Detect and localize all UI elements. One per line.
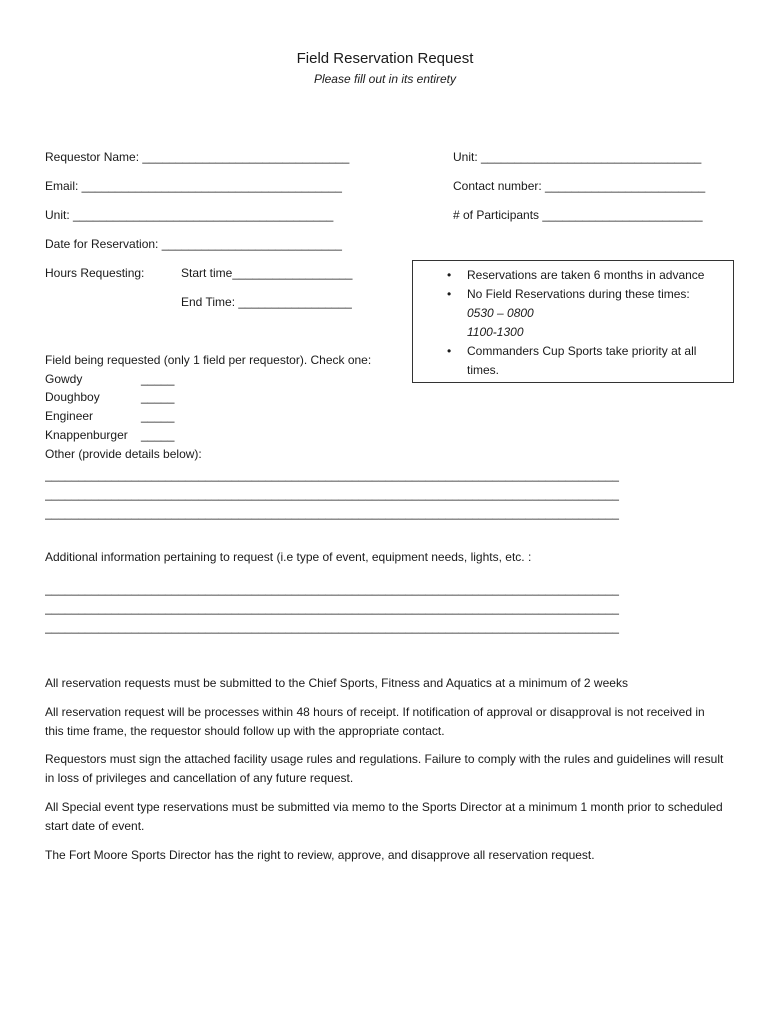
rule-paragraph-2: All reservation request will be processes within 48 hours of receipt. If notification of approval or disapproval is not received in this time frame, the requestor should follow up with the appropriate contact. (45, 705, 705, 738)
other-details-line[interactable]: ______________________________________________________________________________________ (45, 468, 619, 482)
page-title: Field Reservation Request (296, 50, 474, 67)
contact-number-field[interactable]: Contact number: ________________________ (453, 179, 706, 193)
field-option-gowdy[interactable]: Gowdy _____ (45, 372, 175, 386)
page-subtitle: Please fill out in its entirety (313, 72, 457, 86)
participants-field[interactable]: # of Participants ________________________ (453, 208, 703, 222)
reservation-date-field[interactable]: Date for Reservation: ___________________________ (45, 237, 342, 251)
bullet-icon: • (447, 287, 452, 301)
end-time-field[interactable]: End Time: _________________ (181, 295, 352, 309)
rule-paragraph-5: The Fort Moore Sports Director has the right to review, approve, and disapprove all reservation request. (45, 848, 595, 862)
additional-info-prompt: Additional information pertaining to request (i.e type of event, equipment needs, lights, etc. : (45, 550, 532, 564)
notice-item: • Reservations are taken 6 months in advance (413, 266, 733, 285)
additional-info-line[interactable]: ______________________________________________________________________________________ (45, 620, 619, 634)
additional-info-line[interactable]: ______________________________________________________________________________________ (45, 601, 619, 615)
requestor-name-field[interactable]: Requestor Name: _______________________________ (45, 150, 350, 164)
blackout-time-2: 1100-1300 (467, 325, 524, 339)
start-time-field[interactable]: Start time__________________ (181, 266, 353, 280)
rule-paragraph-4: All Special event type reservations must be submitted via memo to the Sports Director at a minimum 1 month prior to scheduled start date of event. (45, 800, 723, 833)
field-option-doughboy[interactable]: Doughboy _____ (45, 390, 175, 404)
rule-paragraph-3: Requestors must sign the attached facility usage rules and regulations. Failure to comply with the rules and guidelines will result in loss of privileges and cancellation of any future request. (45, 752, 724, 785)
other-details-line[interactable]: ______________________________________________________________________________________ (45, 506, 619, 520)
field-option-engineer[interactable]: Engineer _____ (45, 409, 175, 423)
additional-info-line[interactable]: ______________________________________________________________________________________ (45, 582, 619, 596)
reservation-notice-box (412, 260, 734, 383)
bullet-icon: • (447, 344, 452, 358)
other-field-label: Other (provide details below): (45, 447, 202, 461)
other-details-line[interactable]: ______________________________________________________________________________________ (45, 487, 619, 501)
email-field[interactable]: Email: _______________________________________ (45, 179, 342, 193)
hours-requesting-label: Hours Requesting: (45, 266, 145, 280)
notice-item: • No Field Reservations during these times: (413, 285, 733, 304)
rule-paragraph-1: All reservation requests must be submitted to the Chief Sports, Fitness and Aquatics at a minimum of 2 weeks (45, 676, 628, 690)
field-option-knappenburger[interactable]: Knappenburger _____ (45, 428, 175, 442)
notice-item-continuation: times. (467, 363, 500, 377)
bullet-icon: • (447, 268, 452, 282)
blackout-time-1: 0530 – 0800 (467, 306, 534, 320)
field-request-prompt: Field being requested (only 1 field per requestor). Check one: (45, 353, 372, 367)
notice-item: • Commanders Cup Sports take priority at all (413, 342, 733, 361)
unit-field-right[interactable]: Unit: _________________________________ (453, 150, 702, 164)
unit-field-left[interactable]: Unit: _______________________________________ (45, 208, 334, 222)
